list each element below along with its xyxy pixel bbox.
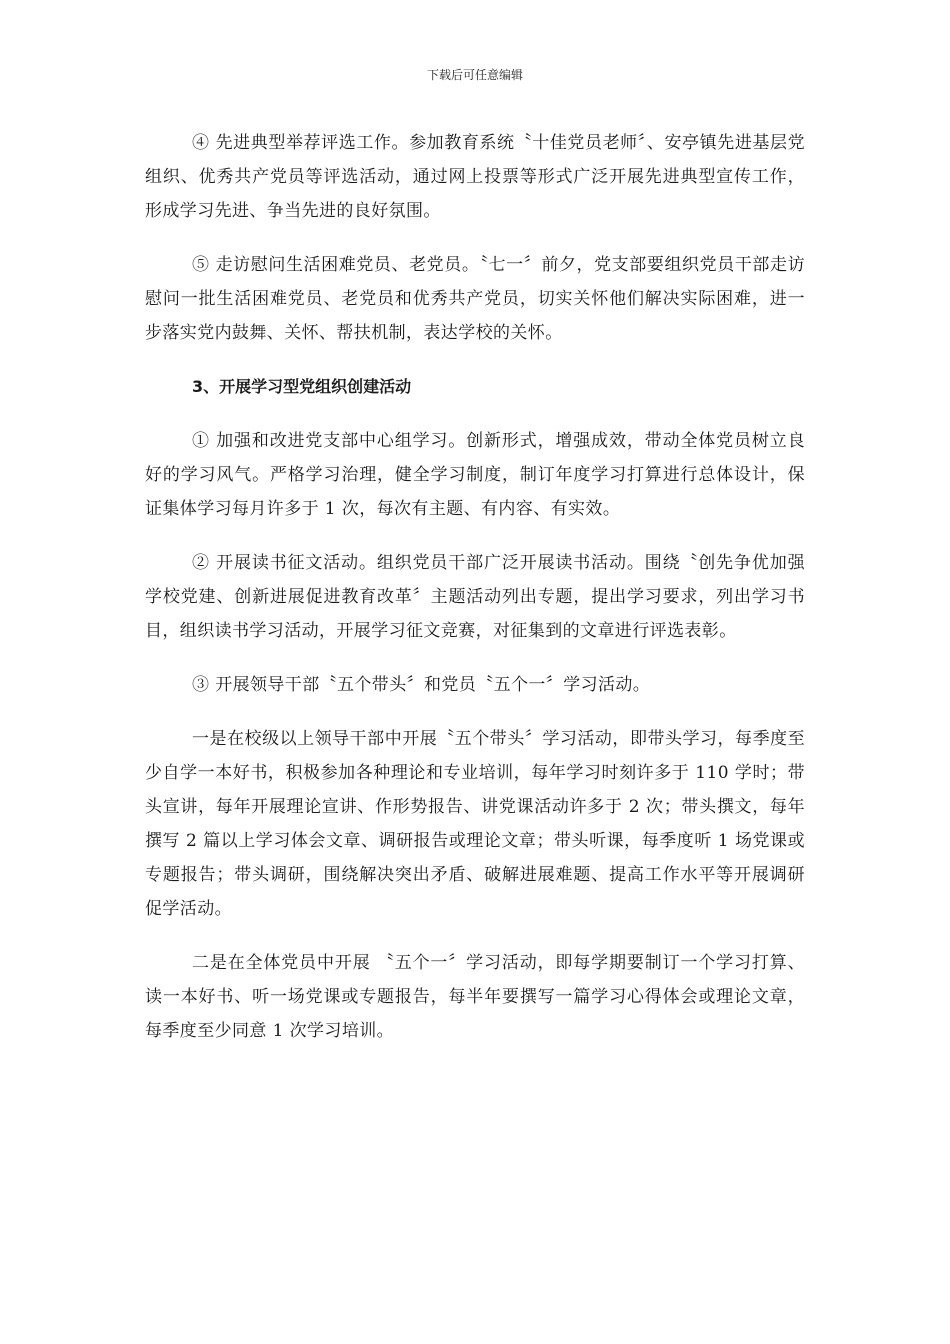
section-heading: 3、开展学习型党组织创建活动: [192, 377, 412, 396]
paragraph-item-5: ⑤ 走访慰问生活困难党员、老党员。〝七一〞前夕，党支部要组织党员干部走访慰问一批生活困难党员、老党员和优秀共产党员，切实关怀他们解决实际困难，进一步落实党内鼓舞、关怀、帮扶机制，表达学校的关怀。: [145, 255, 805, 343]
paragraph-item-2: ② 开展读书征文活动。组织党员干部广泛开展读书活动。围绕〝创先争优加强学校党建、创新进展促进教育改革〞主题活动列出专题，提出学习要求，列出学习书目，组织读书学习活动，开展学习征文竞赛，对征集到的文章进行评选表彰。: [145, 553, 805, 641]
paragraph-members: 二是在全体党员中开展 〝五个一〞学习活动，即每学期要制订一个学习打算、读一本好书、听一场党课或专题报告，每半年要撰写一篇学习心得体会或理论文章，每季度至少同意 1 次学习培训。: [145, 953, 805, 1041]
document-body: [145, 126, 805, 1068]
paragraph-item-4: ④ 先进典型举荐评选工作。参加教育系统〝十佳党员老师〞、安亭镇先进基层党组织、优秀共产党员等评选活动，通过网上投票等形式广泛开展先进典型宣传工作，形成学习先进、争当先进的良好氛围。: [145, 133, 805, 221]
paragraph-leaders: 一是在校级以上领导干部中开展〝五个带头〞学习活动，即带头学习，每季度至少自学一本好书，积极参加各种理论和专业培训，每年学习时刻许多于 110 学时；带头宣讲，每年开展理论宣讲、作形势报告、讲党课活动许多于 2 次；带头撰文，每年撰写 2 篇以上学习体会文章、调研报告或理论文章；带头听课，每季度听 1 场党课或专题报告；带头调研，围绕解决突出矛盾、破解进展难题、提高工作水平等开展调研促学活动。: [145, 729, 805, 919]
paragraph-item-1: ① 加强和改进党支部中心组学习。创新形式，增强成效，带动全体党员树立良好的学习风气。严格学习治理，健全学习制度，制订年度学习打算进行总体设计，保证集体学习每月许多于 1 次，每次有主题、有内容、有实效。: [145, 431, 805, 519]
page-header: 下载后可任意编辑: [426, 68, 523, 82]
paragraph-item-3: ③ 开展领导干部〝五个带头〞和党员〝五个一〞学习活动。: [192, 675, 651, 695]
